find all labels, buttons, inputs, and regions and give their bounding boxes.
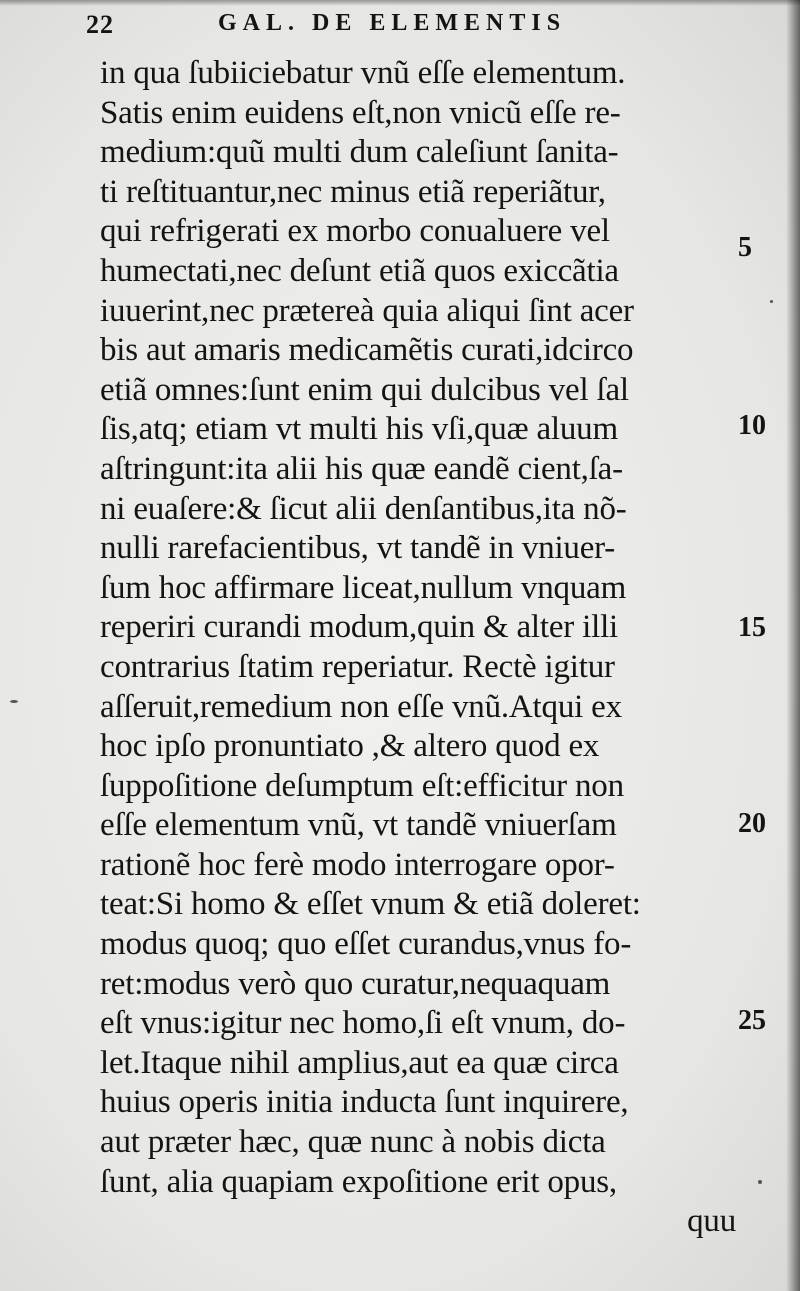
text-line: medium:quũ multi dum caleſiunt ſanita-: [100, 134, 619, 171]
margin-line-number: 20: [738, 808, 766, 839]
text-line: reperiri curandi modum,quin & alter illi: [100, 609, 619, 646]
text-line: rationẽ hoc ferè modo interrogare opor-: [100, 846, 615, 883]
text-line: eſt vnus:igitur nec homo,ſi eſt vnum, do-: [100, 1005, 626, 1042]
text-line: in qua ſubiiciebatur vnũ eſſe elementum.: [100, 55, 626, 91]
paper-speck: [770, 300, 773, 303]
running-title: GAL. DE ELEMENTIS: [218, 10, 567, 36]
paper-speck: [758, 1180, 762, 1184]
margin-line-number: 10: [738, 410, 766, 441]
text-line: huius operis initia inducta ſunt inquirere,: [100, 1084, 629, 1121]
catchword: quu: [687, 1203, 736, 1240]
text-line: let.Itaque nihil amplius,aut ea quæ circa: [100, 1044, 619, 1081]
gutter-shadow: [786, 0, 800, 1291]
text-line: humectati,nec deſunt etiã quos exiccãtia: [100, 252, 619, 289]
text-line: ſum hoc affirmare liceat,nullum vnquam: [100, 569, 627, 606]
text-line: ſunt, alia quapiam expoſitione erit opus,: [100, 1163, 617, 1200]
margin-line-number: 5: [738, 232, 752, 263]
margin-line-number: 15: [738, 612, 766, 643]
text-line: ti reſtituantur,nec minus etiã reperiãtur,: [100, 173, 606, 210]
text-line: aſtringunt:ita alii his quæ eandẽ cient,ſa-: [100, 450, 623, 487]
text-line: ſis,atq; etiam vt multi his vſi,quæ aluum: [100, 411, 618, 448]
text-line: contrarius ſtatim reperiatur. Rectè igitur: [100, 648, 615, 685]
text-line: ni euaſere:& ſicut alii denſantibus,ita nõ-: [100, 490, 627, 527]
text-line: aut præter hæc, quæ nunc à nobis dicta: [100, 1124, 606, 1161]
top-edge-shadow: [0, 0, 800, 6]
text-line: hoc ipſo pronuntiato ,& altero quod ex: [100, 728, 600, 765]
text-line: eſſe elementum vnũ, vt tandẽ vniuerſam: [100, 807, 617, 844]
text-line: Satis enim euidens eſt,non vnicũ eſſe re-: [100, 94, 621, 131]
margin-line-number: 25: [738, 1005, 766, 1036]
main-text-block: [100, 54, 740, 1242]
paper-speck: [10, 700, 18, 703]
text-line: ſuppoſitione deſumptum eſt:efficitur non: [100, 767, 624, 804]
text-line: teat:Si homo & eſſet vnum & etiã doleret:: [100, 886, 641, 923]
page-number: 22: [86, 10, 114, 39]
text-line: modus quoq; quo eſſet curandus,vnus fo-: [100, 926, 632, 963]
text-line: ret:modus verò quo curatur,nequaquam: [100, 965, 611, 1002]
text-line: iuuerint,nec prætereà quia aliqui ſint acer: [100, 292, 634, 329]
text-line: etiã omnes:ſunt enim qui dulcibus vel ſal: [100, 371, 629, 408]
text-line: aſſeruit,remedium non eſſe vnũ.Atqui ex: [100, 688, 622, 725]
text-line: nulli rarefacientibus, vt tandẽ in vniuer-: [100, 530, 616, 567]
text-line: qui refrigerati ex morbo conualuere vel: [100, 213, 610, 250]
text-line: bis aut amaris medicamẽtis curati,idcirco: [100, 332, 634, 369]
